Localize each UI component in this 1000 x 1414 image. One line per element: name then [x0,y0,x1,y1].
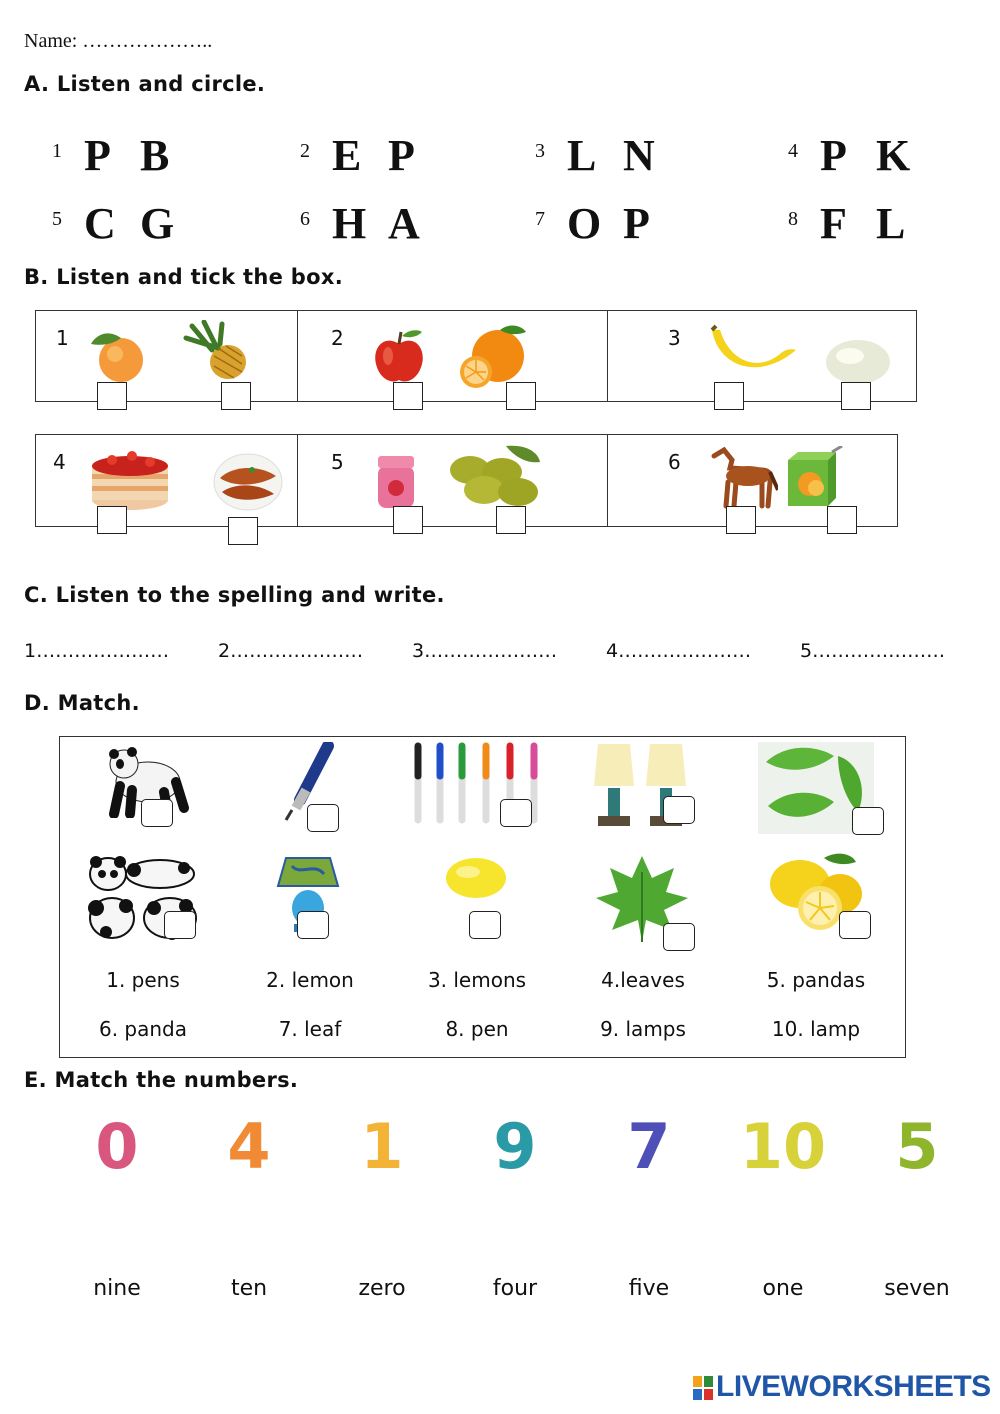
table-divider [607,310,608,402]
match-box[interactable] [141,799,173,827]
orange-icon [452,322,532,388]
cell-number: 5 [331,450,344,474]
juice-box-icon [782,446,852,510]
letter-option[interactable]: G [140,199,175,248]
cell-number: 2 [331,326,344,350]
jam-icon [372,452,420,512]
match-word: 5. pandas [766,968,866,992]
number-graphic[interactable]: 0 [95,1110,139,1183]
letter-option[interactable]: F [820,199,847,248]
cell-number: 4 [53,450,66,474]
tick-box[interactable] [841,382,871,410]
item-number: 5 [52,208,62,230]
tick-box[interactable] [827,506,857,534]
match-word: 9. lamps [600,1017,686,1041]
number-word[interactable]: nine [93,1276,141,1301]
liveworksheets-logo-icon [693,1376,713,1400]
tick-box[interactable] [726,506,756,534]
match-box[interactable] [164,911,196,939]
tick-box[interactable] [393,382,423,410]
match-word: 4.leaves [601,968,685,992]
letter-option[interactable]: N [623,131,655,180]
tick-box[interactable] [714,382,744,410]
spelling-blank-1[interactable]: 1………………… [24,640,170,662]
item-number: 4 [788,140,798,162]
apple-icon [370,326,428,386]
item-number: 6 [300,208,310,230]
number-graphic[interactable]: 5 [895,1110,939,1183]
number-graphic[interactable]: 1 [360,1110,404,1183]
match-box[interactable] [469,911,501,939]
tick-box[interactable] [496,506,526,534]
letter-option[interactable]: K [876,131,911,180]
letter-option[interactable]: P [623,199,650,248]
tick-box[interactable] [221,382,251,410]
letter-option[interactable]: E [332,131,362,180]
mango-icon [824,334,892,386]
horse-icon [706,446,778,510]
match-box[interactable] [663,923,695,951]
match-word: 6. panda [98,1017,188,1041]
spelling-blank-4[interactable]: 4………………… [606,640,752,662]
letter-option[interactable]: P [820,131,847,180]
item-number: 2 [300,140,310,162]
number-word[interactable]: four [492,1276,538,1301]
number-word[interactable]: seven [884,1276,950,1301]
letter-option[interactable]: L [876,199,906,248]
match-word: 8. pen [445,1017,509,1041]
tick-box[interactable] [506,382,536,410]
name-line[interactable]: Name: ……………….. [24,30,213,52]
tick-box[interactable] [97,506,127,534]
lemon-icon [444,854,508,902]
number-word[interactable]: zero [358,1276,406,1301]
liveworksheets-logo-text: LIVEWORKSHEETS [716,1370,991,1403]
table-divider [607,434,608,527]
peach-icon [85,322,155,384]
match-box[interactable] [307,804,339,832]
letter-option[interactable]: P [388,131,415,180]
spelling-blank-5[interactable]: 5………………… [800,640,946,662]
match-box[interactable] [663,796,695,824]
section-b-heading: B. Listen and tick the box. [24,265,343,289]
number-word[interactable]: one [762,1276,804,1301]
cell-number: 1 [56,326,69,350]
number-graphic[interactable]: 9 [493,1110,537,1183]
match-box[interactable] [839,911,871,939]
number-graphic[interactable]: 10 [739,1110,827,1183]
tick-box[interactable] [228,517,258,545]
section-c-heading: C. Listen to the spelling and write. [24,583,445,607]
pineapple-icon [182,320,254,382]
match-box[interactable] [297,911,329,939]
table-divider [297,310,298,402]
match-word: 7. leaf [278,1017,342,1041]
spelling-blank-3[interactable]: 3………………… [412,640,558,662]
number-word[interactable]: ten [230,1276,268,1301]
olives-icon [446,442,542,508]
item-number: 7 [535,208,545,230]
cell-number: 3 [668,326,681,350]
spelling-blank-2[interactable]: 2………………… [218,640,364,662]
letter-option[interactable]: H [332,199,367,248]
match-word: 1. pens [106,968,180,992]
item-number: 8 [788,208,798,230]
tick-box[interactable] [97,382,127,410]
match-box[interactable] [500,799,532,827]
number-graphic[interactable]: 4 [227,1110,271,1183]
number-word[interactable]: five [628,1276,670,1301]
letter-option[interactable]: P [84,131,111,180]
match-word: 3. lemons [427,968,527,992]
letter-option[interactable]: O [567,199,602,248]
section-e-heading: E. Match the numbers. [24,1068,299,1092]
number-graphic[interactable]: 7 [627,1110,671,1183]
letter-option[interactable]: A [388,199,420,248]
section-a-heading: A. Listen and circle. [24,72,266,96]
cell-number: 6 [668,450,681,474]
letter-option[interactable]: B [140,131,170,180]
banana-icon [708,322,800,380]
table-divider [297,434,298,527]
tick-box[interactable] [393,506,423,534]
match-word: 2. lemon [266,968,354,992]
match-word: 10. lamp [771,1017,861,1041]
match-box[interactable] [852,807,884,835]
fish-dish-icon [212,450,284,512]
letter-option[interactable]: C [84,199,116,248]
letter-option[interactable]: L [567,131,597,180]
item-number: 1 [52,140,62,162]
section-d-heading: D. Match. [24,691,140,715]
item-number: 3 [535,140,545,162]
